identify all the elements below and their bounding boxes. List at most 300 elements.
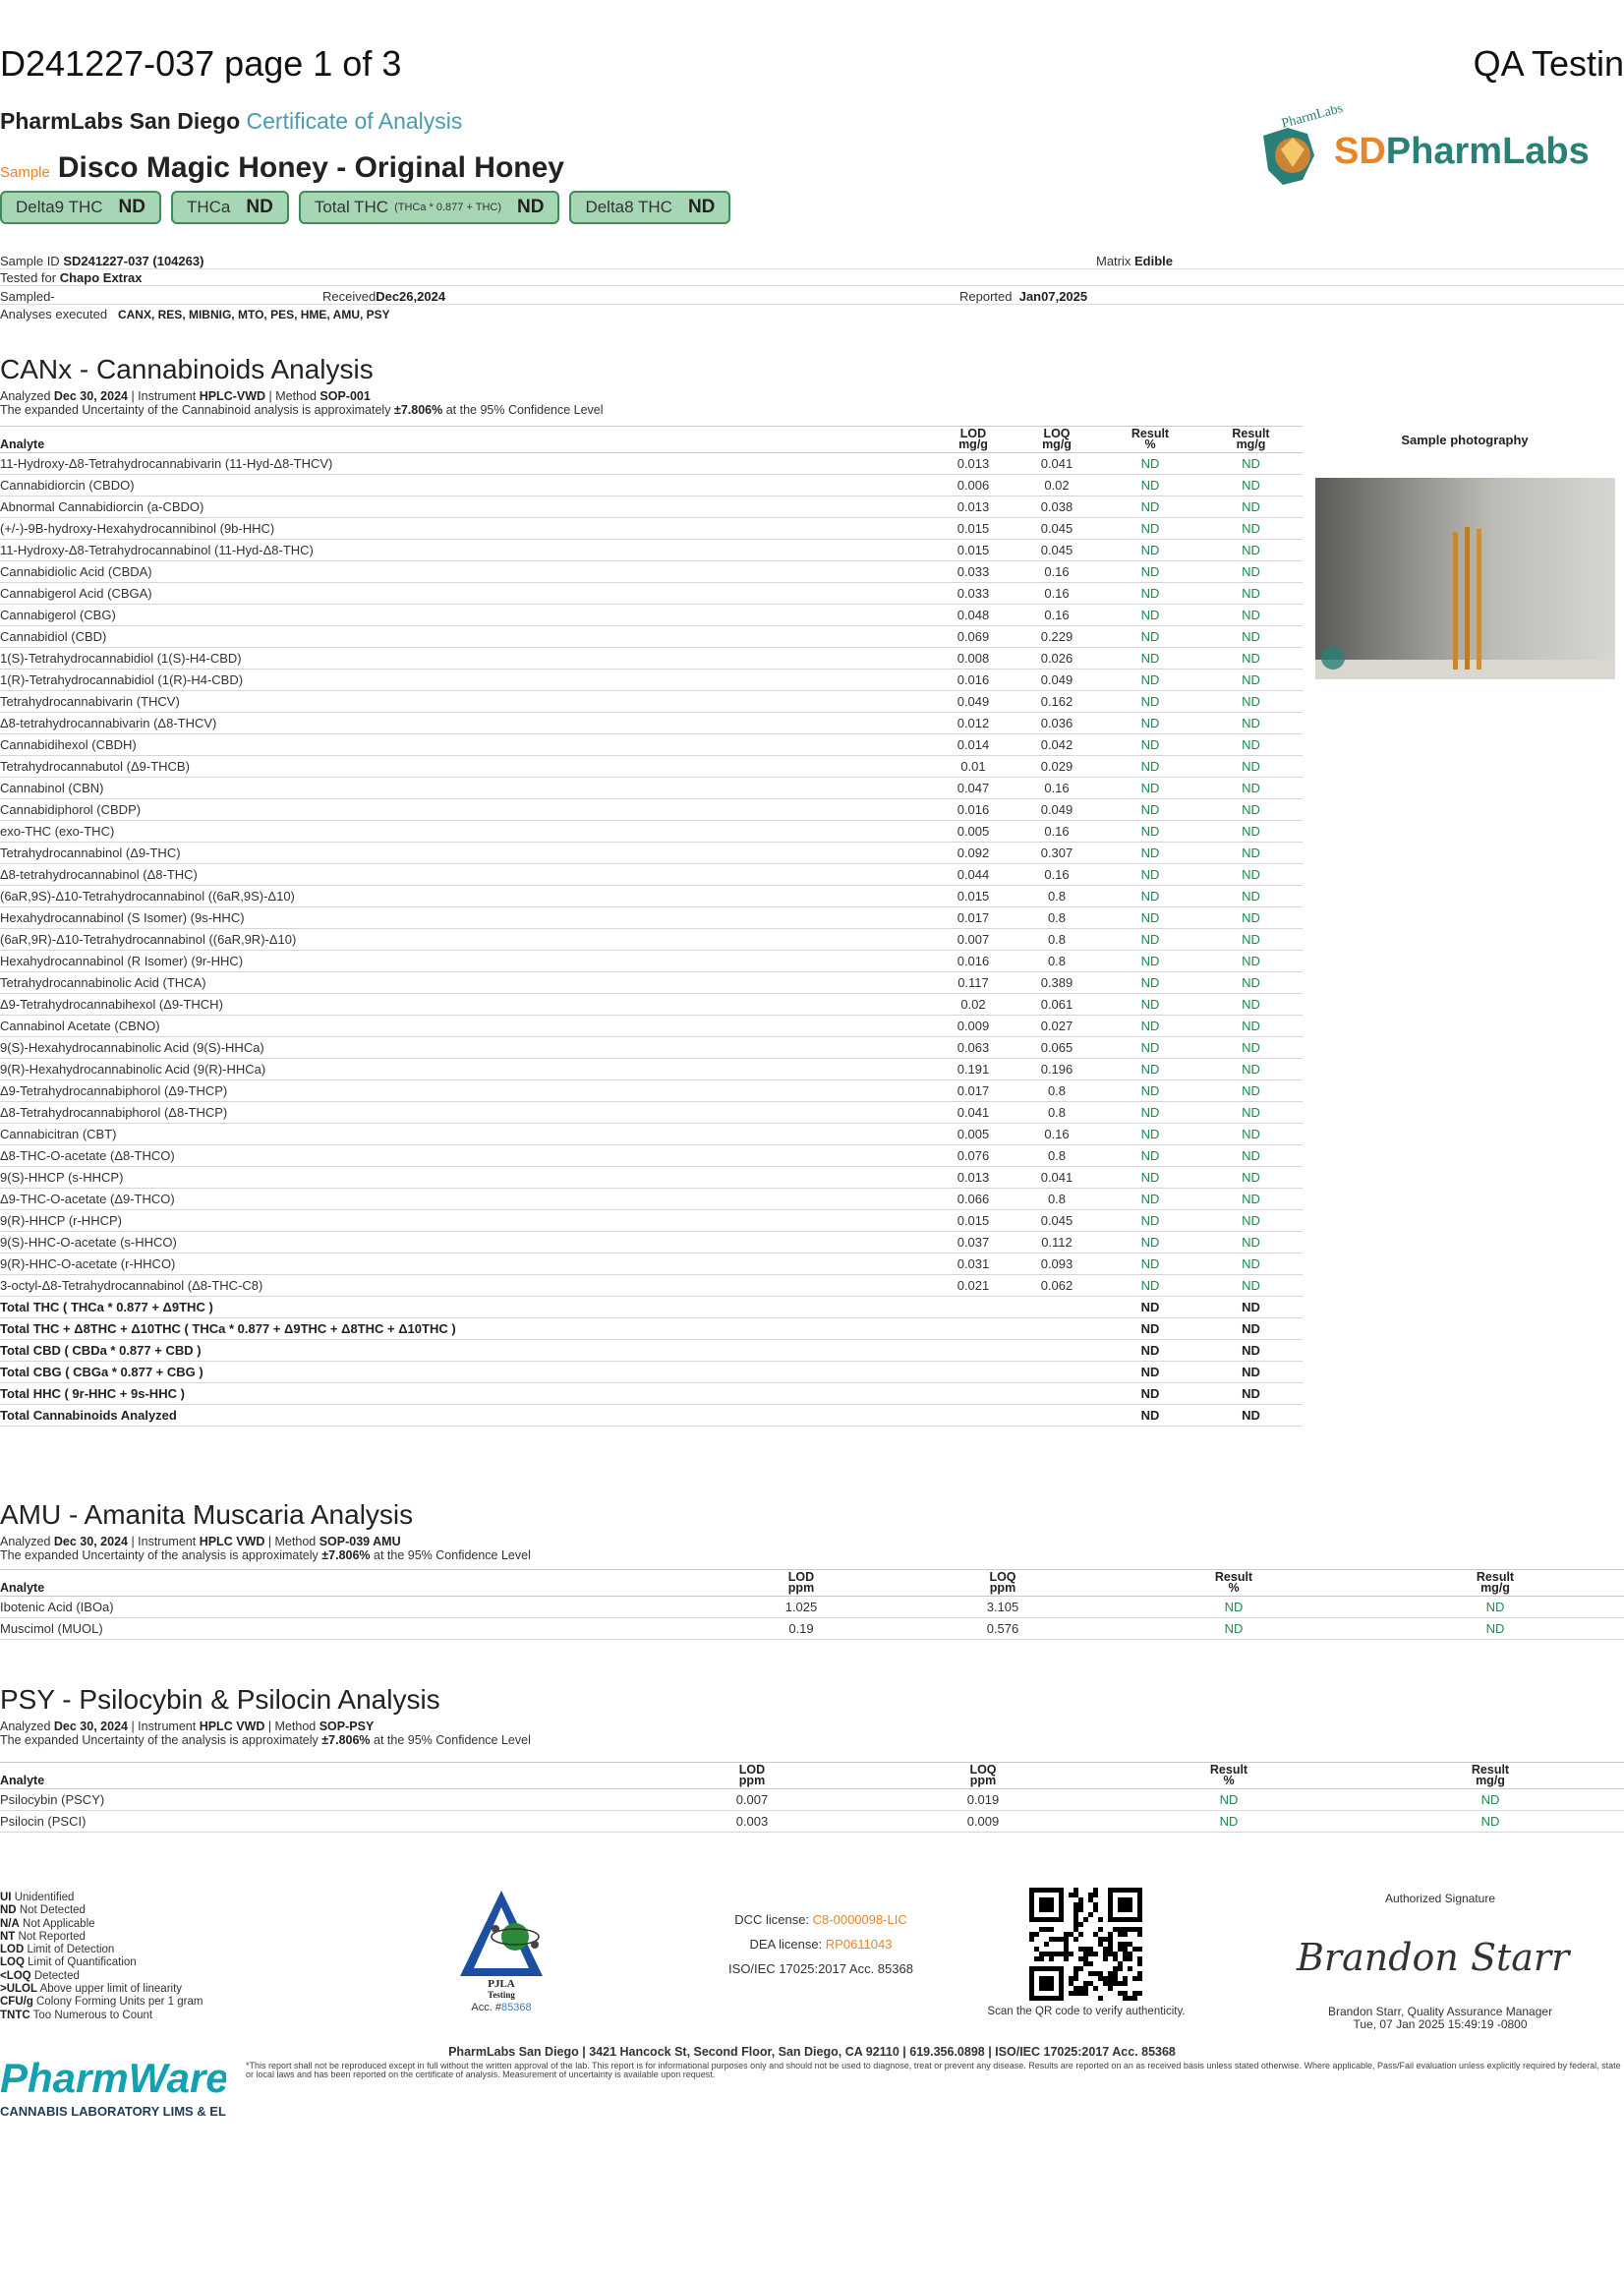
table-row (0, 1210, 1303, 1232)
lod-value: 0.016 (934, 799, 1013, 821)
analyte-name: 1(R)-Tetrahydrocannabidiol (1(R)-H4-CBD) (0, 670, 934, 691)
amu-title: AMU - Amanita Muscaria Analysis (0, 1499, 414, 1530)
col-analyte: Analyte (0, 1570, 698, 1597)
dcc-label: DCC license: (734, 1912, 810, 1927)
result-mg: ND (1199, 713, 1303, 734)
result-pct: ND (1101, 972, 1199, 994)
sample-name: Disco Magic Honey - Original Honey (57, 151, 564, 184)
total-row (0, 1340, 1303, 1362)
legend-desc: Above upper limit of linearity (37, 1983, 183, 1996)
result-mg: ND (1199, 994, 1303, 1016)
table-row (0, 1037, 1303, 1059)
analyte-name: Δ8-tetrahydrocannabinol (Δ8-THC) (0, 864, 934, 886)
total-name: Total CBD ( CBDa * 0.877 + CBD ) (0, 1340, 934, 1362)
pill-value: ND (246, 197, 273, 217)
legend-abbr: LOQ (0, 1956, 25, 1969)
result-pct: ND (1101, 713, 1199, 734)
license-info (678, 1907, 963, 1981)
psy-title: PSY - Psilocybin & Psilocin Analysis (0, 1684, 440, 1715)
lod-value: 0.017 (934, 907, 1013, 929)
analyte-name: Tetrahydrocannabutol (Δ9-THCB) (0, 756, 934, 778)
summary-pills (0, 191, 730, 224)
sample-id-label: Sample ID (0, 254, 60, 268)
result-pct: ND (1101, 1102, 1199, 1124)
lod-value: 0.047 (934, 778, 1013, 799)
result-mg: ND (1199, 864, 1303, 886)
matrix-label: Matrix (1096, 254, 1131, 268)
analyte-name: 1(S)-Tetrahydrocannabidiol (1(S)-H4-CBD) (0, 648, 934, 670)
result-pct: ND (1101, 864, 1199, 886)
report-id-page: D241227-037 page 1 of 3 (0, 43, 402, 84)
result-mg: ND (1199, 951, 1303, 972)
result-mg: ND (1199, 1016, 1303, 1037)
canx-title: CANx - Cannabinoids Analysis (0, 354, 374, 384)
result-pct: ND (1101, 561, 1199, 583)
iso-accreditation: ISO/IEC 17025:2017 Acc. 85368 (728, 1961, 913, 1976)
result-mg: ND (1199, 496, 1303, 518)
lod-value (934, 1297, 1013, 1318)
pill-value: ND (687, 197, 716, 217)
lod-value: 0.016 (934, 670, 1013, 691)
analyte-name: 9(S)-HHC-O-acetate (s-HHCO) (0, 1232, 934, 1254)
legend-desc: Too Numerous to Count (29, 2009, 153, 2021)
loq-value: 0.062 (1013, 1275, 1101, 1297)
total-name: Total THC + Δ8THC + Δ10THC ( THCa * 0.877 + Δ9THC + Δ8THC + Δ10THC ) (0, 1318, 934, 1340)
result-mg: ND (1199, 540, 1303, 561)
lod-value: 0.006 (934, 475, 1013, 496)
psy-meta: Analyzed Dec 30, 2024 | Instrument HPLC VWD | Method SOP-PSY The expanded Uncertainty of the analysis is approximately ±7.806% at the 95% Confidence Level (0, 1720, 531, 1747)
result-pct: ND (1101, 1037, 1199, 1059)
legend-abbr: LOD (0, 1944, 25, 1956)
pjla-acc-label: Acc. # (471, 2002, 501, 2013)
analyte-name: Cannabigerol Acid (CBGA) (0, 583, 934, 605)
analyte-name: Cannabidiol (CBD) (0, 626, 934, 648)
doc-type: Certificate of Analysis (246, 108, 463, 134)
legend-item (0, 1918, 203, 1931)
abbreviation-legend (0, 1892, 203, 2022)
sample-id: SD241227-037 (104263) (63, 254, 204, 268)
table-row (0, 886, 1303, 907)
verification-qr-code[interactable] (1029, 1888, 1142, 2001)
result-mg: ND (1199, 929, 1303, 951)
result-pct: ND (1101, 799, 1199, 821)
dea-license: RP0611043 (825, 1937, 893, 1952)
result-pct: ND (1101, 648, 1199, 670)
lod-value: 0.191 (934, 1059, 1013, 1080)
analyte-name: 9(R)-HHCP (r-HHCP) (0, 1210, 934, 1232)
loq-value: 0.8 (1013, 951, 1101, 972)
result-mg: ND (1199, 1254, 1303, 1275)
loq-value: 0.049 (1013, 670, 1101, 691)
lod-value: 0.009 (934, 1016, 1013, 1037)
result-pct: ND (1101, 475, 1199, 496)
result-pct: ND (1101, 756, 1199, 778)
analyte-name: Psilocybin (PSCY) (0, 1789, 639, 1811)
amu-table (0, 1569, 1624, 1640)
legend-item (0, 1996, 203, 2009)
result-mg: ND (1199, 1124, 1303, 1145)
pill-label: Delta9 THC (16, 198, 103, 216)
lod-value: 0.015 (934, 518, 1013, 540)
result-pct: ND (1101, 1405, 1199, 1427)
result-pct: ND (1101, 1297, 1199, 1318)
loq-value: 0.009 (865, 1811, 1101, 1833)
lod-value (934, 1340, 1013, 1362)
signature (1293, 1927, 1588, 1986)
table-row (0, 1145, 1303, 1167)
lod-value: 0.066 (934, 1189, 1013, 1210)
lod-value: 0.007 (934, 929, 1013, 951)
table-row (0, 626, 1303, 648)
table-row (0, 475, 1303, 496)
lod-value: 0.012 (934, 713, 1013, 734)
analyte-name: Hexahydrocannabinol (R Isomer) (9r-HHC) (0, 951, 934, 972)
lod-value (934, 1318, 1013, 1340)
lod-value: 0.041 (934, 1102, 1013, 1124)
result-pct: ND (1101, 691, 1199, 713)
qr-caption: Scan the QR code to verify authenticity. (987, 2006, 1186, 2017)
lod-value (934, 1362, 1013, 1383)
amu-uncertainty-post: at the 95% Confidence Level (374, 1548, 531, 1562)
analyte-name: Abnormal Cannabidiorcin (a-CBDO) (0, 496, 934, 518)
legend-desc: Limit of Quantification (24, 1956, 137, 1969)
loq-value: 0.16 (1013, 1124, 1101, 1145)
loq-value: 3.105 (904, 1597, 1101, 1618)
table-row (0, 518, 1303, 540)
col-result-mg: Result mg/g (1199, 427, 1303, 453)
loq-value: 0.042 (1013, 734, 1101, 756)
lod-value: 0.19 (698, 1618, 904, 1640)
reported-label: Reported (959, 289, 1013, 304)
legend-desc: Not Applicable (19, 1917, 95, 1930)
loq-value (1013, 1362, 1101, 1383)
lod-value: 0.017 (934, 1080, 1013, 1102)
lod-value: 0.007 (639, 1789, 865, 1811)
loq-value: 0.8 (1013, 1080, 1101, 1102)
pill-formula: (THCa * 0.877 + THC) (394, 202, 501, 213)
result-mg: ND (1199, 1167, 1303, 1189)
pill-thca (171, 191, 289, 224)
table-row (0, 1189, 1303, 1210)
legend-abbr: UI (0, 1892, 12, 1903)
lod-value: 0.031 (934, 1254, 1013, 1275)
result-mg: ND (1199, 843, 1303, 864)
signer-name: Brandon Starr, Quality Assurance Manager (1327, 2005, 1553, 2018)
lod-value: 0.014 (934, 734, 1013, 756)
col-lod: LOD ppm (698, 1570, 904, 1597)
result-mg: ND (1199, 583, 1303, 605)
loq-value (1013, 1318, 1101, 1340)
psy-analyzed: Dec 30, 2024 (53, 1720, 128, 1733)
result-mg: ND (1199, 1362, 1303, 1383)
lod-value: 0.044 (934, 864, 1013, 886)
analyte-name: Cannabigerol (CBG) (0, 605, 934, 626)
result-pct: ND (1101, 821, 1199, 843)
reported-date: Jan07,2025 (1018, 289, 1088, 304)
table-row (0, 605, 1303, 626)
loq-value: 0.029 (1013, 756, 1101, 778)
loq-value: 0.196 (1013, 1059, 1101, 1080)
legend-item (0, 1892, 203, 1904)
col-result-pct: Result % (1101, 1763, 1357, 1789)
result-pct: ND (1101, 540, 1199, 561)
result-mg: ND (1199, 756, 1303, 778)
canx-analyzed: Dec 30, 2024 (53, 389, 128, 403)
result-pct: ND (1101, 1275, 1199, 1297)
lod-value: 1.025 (698, 1597, 904, 1618)
analyte-name: Δ9-THC-O-acetate (Δ9-THCO) (0, 1189, 934, 1210)
table-row (0, 1059, 1303, 1080)
table-row (0, 496, 1303, 518)
lod-value: 0.049 (934, 691, 1013, 713)
result-pct: ND (1101, 929, 1199, 951)
legend-abbr: NT (0, 1930, 16, 1943)
psy-uncertainty-post: at the 95% Confidence Level (374, 1733, 531, 1747)
loq-value: 0.036 (1013, 713, 1101, 734)
result-pct: ND (1101, 994, 1199, 1016)
lod-value: 0.015 (934, 886, 1013, 907)
table-row (0, 951, 1303, 972)
table-row (0, 1167, 1303, 1189)
amu-uncertainty-text: The expanded Uncertainty of the analysis is approximately (0, 1548, 319, 1562)
loq-value: 0.027 (1013, 1016, 1101, 1037)
lod-value: 0.013 (934, 496, 1013, 518)
table-row (0, 583, 1303, 605)
pjla-name: PJLA (488, 1978, 515, 1990)
table-row (0, 843, 1303, 864)
legend-abbr: >ULOL (0, 1983, 38, 1996)
analyses-label: Analyses executed (0, 307, 108, 321)
result-mg: ND (1199, 1297, 1303, 1318)
lod-value: 0.02 (934, 994, 1013, 1016)
psy-instrument: HPLC VWD (199, 1720, 265, 1733)
info-row-2 (0, 270, 1624, 286)
photo-title: Sample photography (1401, 433, 1529, 447)
pill-label: THCa (186, 198, 231, 216)
col-lod: LOD ppm (639, 1763, 865, 1789)
table-row (0, 670, 1303, 691)
loq-value: 0.16 (1013, 821, 1101, 843)
analyte-name: (+/-)-9B-hydroxy-Hexahydrocannibinol (9b-HHC) (0, 518, 934, 540)
result-mg: ND (1199, 1080, 1303, 1102)
pjla-acc: 85368 (500, 2002, 532, 2013)
analyte-name: 9(R)-HHC-O-acetate (r-HHCO) (0, 1254, 934, 1275)
table-header (0, 1763, 1624, 1789)
lod-value: 0.013 (934, 1167, 1013, 1189)
loq-value: 0.112 (1013, 1232, 1101, 1254)
loq-value: 0.049 (1013, 799, 1101, 821)
pharmware-name: PharmWare (0, 2055, 226, 2101)
matrix-value: Edible (1134, 254, 1174, 268)
table-row (0, 453, 1303, 475)
table-row (0, 821, 1303, 843)
table-row (0, 907, 1303, 929)
legend-item (0, 1904, 203, 1917)
table-row (0, 734, 1303, 756)
loq-value: 0.045 (1013, 518, 1101, 540)
loq-value: 0.065 (1013, 1037, 1101, 1059)
analyte-name: Cannabinol Acetate (CBNO) (0, 1016, 934, 1037)
loq-value: 0.389 (1013, 972, 1101, 994)
result-mg: ND (1199, 518, 1303, 540)
amu-analyzed: Dec 30, 2024 (53, 1535, 128, 1548)
result-mg: ND (1199, 907, 1303, 929)
result-mg: ND (1199, 1102, 1303, 1124)
col-analyte: Analyte (0, 427, 934, 453)
canx-table (0, 426, 1303, 1427)
psy-uncertainty-value: ±7.806% (321, 1733, 371, 1747)
loq-value: 0.16 (1013, 864, 1101, 886)
loq-value: 0.8 (1013, 1189, 1101, 1210)
loq-value: 0.16 (1013, 583, 1101, 605)
psy-table (0, 1762, 1624, 1833)
canx-method: SOP-001 (319, 389, 371, 403)
result-pct: ND (1101, 734, 1199, 756)
analyte-name: Δ9-Tetrahydrocannabihexol (Δ9-THCH) (0, 994, 934, 1016)
pjla-badge (452, 1886, 570, 2013)
result-mg: ND (1199, 453, 1303, 475)
result-pct: ND (1101, 1597, 1366, 1618)
signature-title: Authorized Signature (1384, 1892, 1496, 1905)
info-row-3 (0, 289, 1624, 305)
analyte-name: Tetrahydrocannabivarin (THCV) (0, 691, 934, 713)
result-pct: ND (1101, 583, 1199, 605)
analyte-name: (6aR,9S)-Δ10-Tetrahydrocannabinol ((6aR,9S)-Δ10) (0, 886, 934, 907)
table-row (0, 864, 1303, 886)
total-name: Total CBG ( CBGa * 0.877 + CBG ) (0, 1362, 934, 1383)
analyte-name: 9(S)-HHCP (s-HHCP) (0, 1167, 934, 1189)
legend-item (0, 1931, 203, 1944)
total-row (0, 1318, 1303, 1340)
analyte-name: Tetrahydrocannabinolic Acid (THCA) (0, 972, 934, 994)
result-mg: ND (1199, 886, 1303, 907)
lod-value: 0.037 (934, 1232, 1013, 1254)
loq-value: 0.162 (1013, 691, 1101, 713)
lod-value (934, 1405, 1013, 1427)
table-row (0, 1275, 1303, 1297)
loq-value: 0.8 (1013, 1145, 1101, 1167)
loq-value: 0.16 (1013, 778, 1101, 799)
result-pct: ND (1101, 1167, 1199, 1189)
lod-value: 0.048 (934, 605, 1013, 626)
loq-value: 0.038 (1013, 496, 1101, 518)
sdpharmlabs-logo (1253, 106, 1624, 195)
loq-value: 0.02 (1013, 475, 1101, 496)
footer-address: PharmLabs San Diego | 3421 Hancock St, Second Floor, San Diego, CA 92110 | 619.356.0898 | ISO/IEC 17025:2017 Acc. 85368 (448, 2045, 1176, 2059)
analyte-name: Ibotenic Acid (IBOa) (0, 1597, 698, 1618)
loq-value: 0.16 (1013, 605, 1101, 626)
result-pct: ND (1101, 1254, 1199, 1275)
lod-value: 0.005 (934, 1124, 1013, 1145)
table-row (0, 972, 1303, 994)
lod-value: 0.033 (934, 561, 1013, 583)
pill-value: ND (118, 197, 145, 217)
result-mg: ND (1199, 1232, 1303, 1254)
canx-uncertainty-text: The expanded Uncertainty of the Cannabinoid analysis is approximately (0, 403, 391, 417)
loq-value: 0.229 (1013, 626, 1101, 648)
result-pct: ND (1101, 907, 1199, 929)
analyte-name: 11-Hydroxy-Δ8-Tetrahydrocannabivarin (11-Hyd-Δ8-THCV) (0, 453, 934, 475)
lod-value: 0.015 (934, 540, 1013, 561)
result-mg: ND (1199, 1383, 1303, 1405)
lod-value: 0.021 (934, 1275, 1013, 1297)
sample-label: Sample (0, 164, 50, 181)
loq-value (1013, 1405, 1101, 1427)
analyte-name: 9(R)-Hexahydrocannabinolic Acid (9(R)-HHCa) (0, 1059, 934, 1080)
lod-value: 0.063 (934, 1037, 1013, 1059)
info-row-1 (0, 254, 1624, 269)
legend-abbr: N/A (0, 1917, 20, 1930)
table-row (0, 1232, 1303, 1254)
total-row (0, 1405, 1303, 1427)
total-name: Total HHC ( 9r-HHC + 9s-HHC ) (0, 1383, 934, 1405)
loq-value: 0.8 (1013, 886, 1101, 907)
result-mg: ND (1199, 1037, 1303, 1059)
pill-value: ND (517, 197, 545, 217)
table-row (0, 1016, 1303, 1037)
result-pct: ND (1101, 1618, 1366, 1640)
lod-value: 0.008 (934, 648, 1013, 670)
disclaimer: *This report shall not be reproduced except in full without the written approval of the lab. This report is for informational purposes only and should not be used to diagnose, treat or prevent any disease. Results are reported on an as received basis unless stated otherwise. Where applicable, Pass/Fail evaluation unless explicitly required by federal, state or local laws and has been reported on the certificate of analysis. Measurement of uncertainty is available upon request. (246, 2062, 1621, 2079)
col-result-pct: Result % (1101, 1570, 1366, 1597)
table-row (0, 691, 1303, 713)
analyte-name: 3-octyl-Δ8-Tetrahydrocannabinol (Δ8-THC-C8) (0, 1275, 934, 1297)
total-row (0, 1297, 1303, 1318)
loq-value: 0.8 (1013, 1102, 1101, 1124)
svg-text:SDPharmLabs: SDPharmLabs (1334, 131, 1590, 172)
loq-value (1013, 1297, 1101, 1318)
legend-desc: Limit of Detection (24, 1944, 115, 1956)
result-pct: ND (1101, 626, 1199, 648)
table-row (0, 756, 1303, 778)
result-pct: ND (1101, 453, 1199, 475)
result-pct: ND (1101, 670, 1199, 691)
table-row (0, 929, 1303, 951)
table-header (0, 1570, 1624, 1597)
result-pct: ND (1101, 605, 1199, 626)
result-mg: ND (1199, 1145, 1303, 1167)
result-mg: ND (1199, 670, 1303, 691)
pill-delta8-thc (569, 191, 730, 224)
legend-desc: Not Reported (15, 1930, 86, 1943)
result-mg: ND (1199, 972, 1303, 994)
pill-label: Delta8 THC (585, 198, 672, 216)
legend-desc: Detected (30, 1969, 80, 1982)
table-row (0, 1080, 1303, 1102)
received-date: Dec26,2024 (376, 289, 446, 304)
psy-uncertainty-text: The expanded Uncertainty of the analysis is approximately (0, 1733, 319, 1747)
loq-value: 0.8 (1013, 907, 1101, 929)
analyte-name: Δ8-tetrahydrocannabivarin (Δ8-THCV) (0, 713, 934, 734)
pill-label: Total THC (314, 198, 389, 216)
result-mg: ND (1199, 475, 1303, 496)
analyte-name: exo-THC (exo-THC) (0, 821, 934, 843)
table-row (0, 713, 1303, 734)
result-pct: ND (1101, 1145, 1199, 1167)
col-result-mg: Result mg/g (1366, 1570, 1624, 1597)
result-mg: ND (1199, 1059, 1303, 1080)
result-pct: ND (1101, 1124, 1199, 1145)
col-loq: LOQ ppm (904, 1570, 1101, 1597)
result-mg: ND (1199, 561, 1303, 583)
result-pct: ND (1101, 1383, 1199, 1405)
result-pct: ND (1101, 1059, 1199, 1080)
total-row (0, 1362, 1303, 1383)
result-pct: ND (1101, 1016, 1199, 1037)
signature-script: Brandon Starr (1297, 1936, 1570, 1979)
pharmware-logo (0, 2053, 226, 2124)
analyses-list: CANX, RES, MIBNIG, MTO, PES, HME, AMU, PSY (117, 308, 390, 321)
